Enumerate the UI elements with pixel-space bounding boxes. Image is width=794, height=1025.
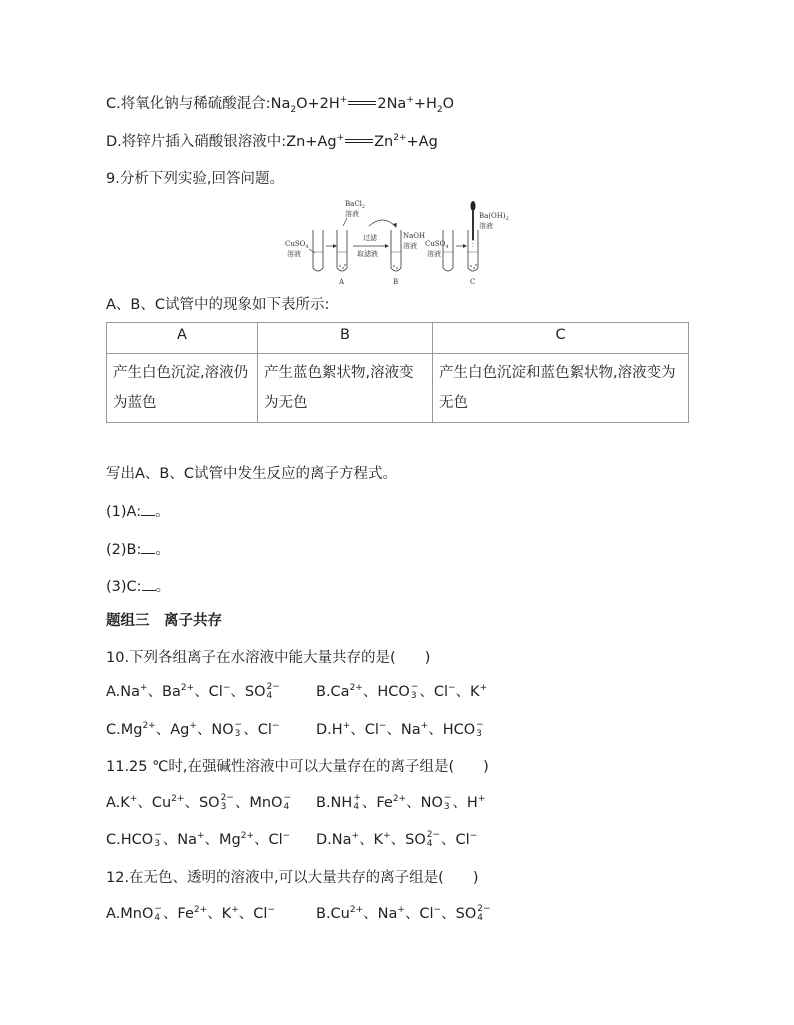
- part-2-label: (2)B:: [106, 542, 142, 558]
- eq-o: O: [442, 96, 455, 112]
- fig-solution-label: 溶液: [287, 250, 301, 258]
- table-header-b: B: [258, 323, 433, 354]
- fig-solution-label: 溶液: [345, 210, 359, 218]
- opt-text: C.Mg: [106, 722, 143, 738]
- eq-sup: +: [406, 95, 414, 106]
- fig-label-a: A: [339, 278, 345, 286]
- test-tube-b: [391, 230, 401, 271]
- table-cell-c: 产生白色沉淀和蓝色絮状物,溶液变为无色: [433, 354, 689, 423]
- opt-text: D.Na: [316, 832, 352, 848]
- part-1: [106, 502, 170, 522]
- eq-na: Na: [270, 96, 291, 112]
- write-instruction: 写出A、B、C试管中发生反应的离子方程式。: [106, 466, 397, 482]
- fig-bacl2-label: BaCl$_2$: [345, 200, 366, 210]
- fig-baoh2-label: $Ba(OH)_2$: [479, 212, 509, 222]
- group-3-heading: 题组三 离子共存: [106, 613, 222, 629]
- fig-filter-label: 过滤: [363, 234, 377, 242]
- part-1-label: (1)A:: [106, 504, 142, 520]
- period: 。: [155, 579, 171, 595]
- eq-2na: 2Na: [377, 96, 407, 112]
- q11-option-b: B.NH + 4 、$Fe^{2+}$、NO − 3 、H+: [316, 793, 486, 812]
- phenomena-table: [106, 322, 689, 423]
- table-header-c: C: [433, 323, 689, 354]
- fig-label-b: B: [393, 278, 399, 286]
- question-9: 9.分析下列实验,回答问题。: [106, 171, 284, 187]
- opt-text: A.MnO: [106, 906, 154, 922]
- question-10: 10.下列各组离子在水溶液中能大量共存的是( ): [106, 650, 431, 666]
- q12-option-a: A.MnO − 4 、$Fe^{2+}$、K+、Cl−: [106, 904, 275, 923]
- opt-text: A.K: [106, 795, 130, 811]
- fig-solution-label: 溶液: [403, 242, 417, 250]
- eq-o-2h: O+2H: [296, 96, 340, 112]
- eq-ag: +Ag: [406, 134, 438, 150]
- opt-text: B.Cu: [316, 906, 350, 922]
- eq-sub: 2: [436, 104, 443, 115]
- opt-text: B.NH: [316, 795, 353, 811]
- question-11: 11.25 ℃时,在强碱性溶液中可以大量存在的离子组是( ): [106, 759, 489, 775]
- eq-sup: +: [336, 133, 345, 144]
- answer-blank[interactable]: [141, 503, 155, 516]
- fig-solution-label: 溶液: [427, 250, 441, 258]
- dropper-bulb: [471, 201, 476, 211]
- table-cell-b: 产生蓝色絮状物,溶液变为无色: [258, 354, 433, 423]
- eq-sup: 2+: [393, 133, 407, 144]
- option-c-line: [106, 94, 454, 114]
- q12-option-b: $B.Cu^{2+}$、Na+、Cl−、SO 2− 4: [316, 904, 491, 923]
- opt-text: B.Ca: [316, 684, 350, 700]
- experiment-figure: [283, 196, 513, 288]
- table-cell-a: 产生白色沉淀,溶液仍为蓝色: [107, 354, 258, 423]
- fig-solution-label: 溶液: [479, 222, 493, 230]
- option-d-text: D.将锌片插入硝酸银溶液中:Zn+Ag: [106, 134, 337, 150]
- test-tube-4: [443, 230, 453, 271]
- part-3: [106, 577, 170, 597]
- q10-option-d: D.H+、Cl−、Na+、HCO − 3: [316, 720, 484, 739]
- eq-zn: Zn: [374, 134, 394, 150]
- eq-sup: +: [339, 95, 348, 106]
- equals-sign: [344, 136, 374, 146]
- table-header-a: A: [107, 323, 258, 354]
- eq-sub: 2: [290, 104, 297, 115]
- table-row: [107, 354, 689, 423]
- answer-blank[interactable]: [141, 541, 155, 554]
- fig-label-c: C: [470, 278, 476, 286]
- option-d-line: [106, 132, 438, 152]
- period: 。: [155, 542, 170, 558]
- q10-option-b: $B.Ca^{2+}$、HCO − 3 、Cl−、K+: [316, 682, 488, 701]
- opt-text: C.HCO: [106, 832, 154, 848]
- part-3-label: (3)C:: [106, 579, 142, 595]
- eq-h: +H: [413, 96, 437, 112]
- q11-option-c: C.HCO − 3 、Na+、$Mg^{2+}$、Cl−: [106, 830, 291, 849]
- q11-option-d: D.Na+、K+、SO 2− 4 、Cl−: [316, 830, 478, 849]
- fig-cuso4-label: CuSO$_4$: [425, 240, 449, 250]
- answer-blank[interactable]: [142, 578, 156, 591]
- table-header-row: [107, 323, 689, 354]
- option-c-text: C.将氧化钠与稀硫酸混合:: [106, 96, 271, 112]
- fig-naoh-label: NaOH: [403, 232, 426, 240]
- q10-option-a: A.Na+、$Ba^{2+}$、Cl−、SO 2− 4: [106, 682, 280, 701]
- test-tube-1: [313, 230, 323, 271]
- table-intro: A、B、C试管中的现象如下表所示:: [106, 297, 330, 313]
- q10-option-c: $C.Mg^{2+}$、Ag+、NO − 3 、Cl−: [106, 720, 280, 739]
- question-12: 12.在无色、透明的溶液中,可以大量共存的离子组是( ): [106, 870, 479, 886]
- fig-take-filtrate-label: 取滤液: [357, 250, 378, 258]
- dropper-tube: [472, 210, 474, 240]
- opt-text: A.Na: [106, 684, 141, 700]
- opt-text: D.H: [316, 722, 343, 738]
- equals-sign: [347, 98, 377, 108]
- part-2: [106, 540, 170, 560]
- period: 。: [155, 504, 170, 520]
- q11-option-a: A.K+、$Cu^{2+}$、SO 2− 3 、MnO − 4: [106, 793, 292, 812]
- fig-cuso4-label: CuSO$_4$: [285, 240, 309, 250]
